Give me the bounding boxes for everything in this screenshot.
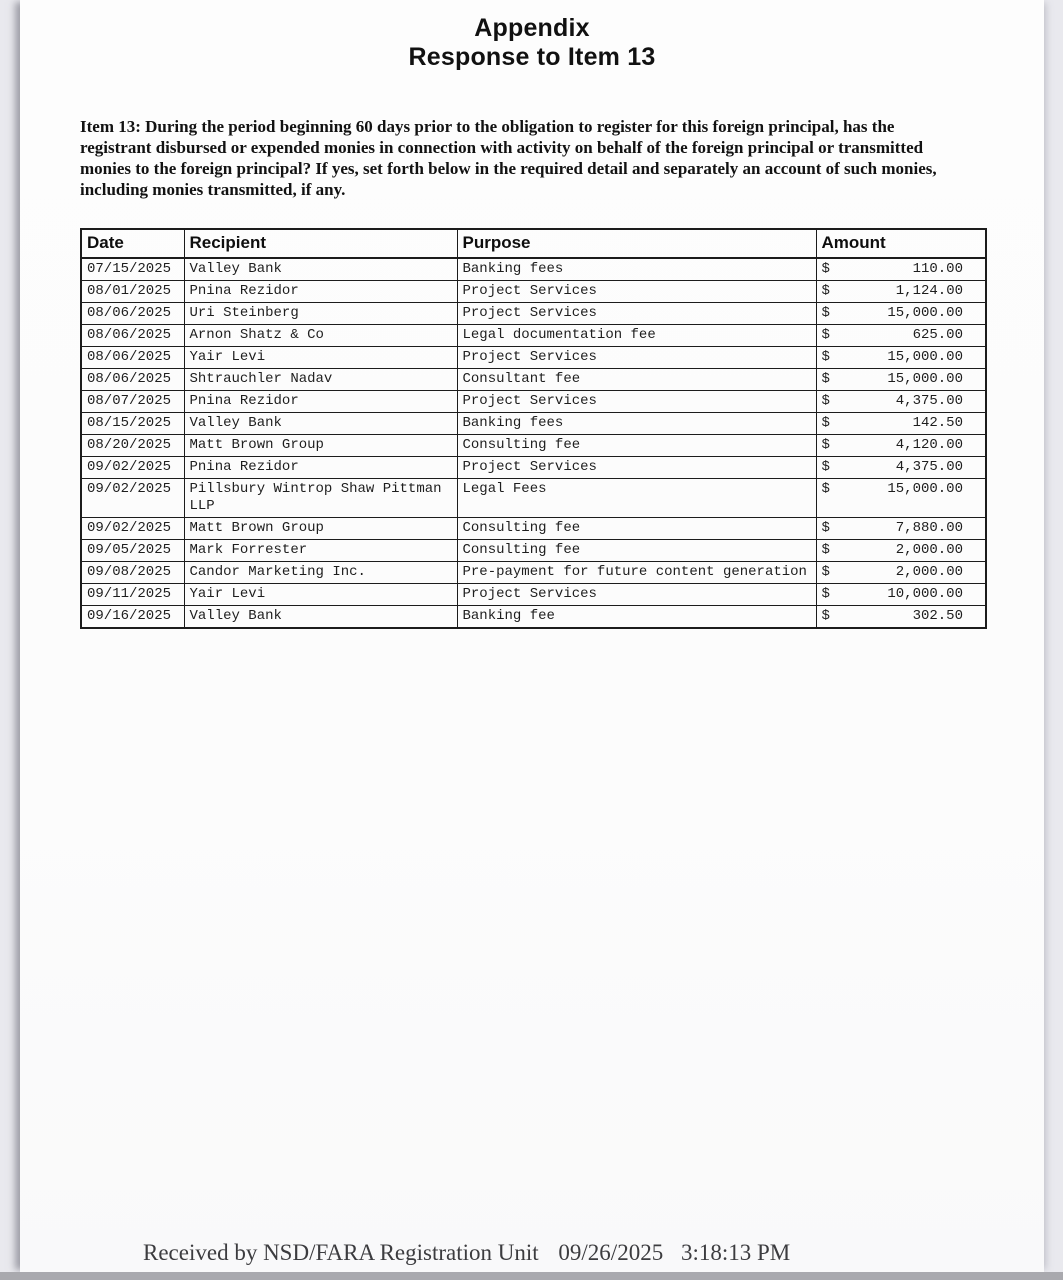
- cell-recipient: Pnina Rezidor: [184, 391, 457, 413]
- currency-symbol: $: [821, 393, 830, 409]
- cell-date: 08/07/2025: [81, 391, 184, 413]
- cell-date: 09/08/2025: [81, 562, 184, 584]
- cell-amount: [816, 303, 986, 325]
- cell-date: 08/01/2025: [81, 281, 184, 303]
- page-title: [20, 14, 1044, 72]
- table-header-row: [81, 229, 986, 258]
- amount-wrap: [822, 437, 981, 454]
- cell-purpose: Pre-payment for future content generation: [457, 562, 816, 584]
- header-recipient: Recipient: [184, 229, 457, 258]
- cell-amount: [816, 540, 986, 562]
- amount-value: 2,000.00: [895, 542, 963, 558]
- cell-purpose: Consulting fee: [457, 435, 816, 457]
- amount-value: 4,375.00: [895, 393, 963, 409]
- table-row: [81, 369, 986, 391]
- table-row: [81, 540, 986, 562]
- amount-value: 2,000.00: [895, 564, 963, 580]
- amount-wrap: [822, 586, 981, 603]
- cell-amount: [816, 584, 986, 606]
- cell-recipient: Yair Levi: [184, 347, 457, 369]
- cell-purpose: Legal documentation fee: [457, 325, 816, 347]
- cell-purpose: Project Services: [457, 303, 816, 325]
- cell-date: 09/02/2025: [81, 457, 184, 479]
- cell-amount: [816, 281, 986, 303]
- amount-value: 1,124.00: [895, 283, 963, 299]
- cell-purpose: Legal Fees: [457, 479, 816, 518]
- cell-recipient: Valley Bank: [184, 258, 457, 281]
- currency-symbol: $: [821, 261, 830, 277]
- amount-value: 142.50: [912, 415, 963, 431]
- cell-recipient: Valley Bank: [184, 413, 457, 435]
- cell-purpose: Project Services: [457, 584, 816, 606]
- cell-purpose: Consultant fee: [457, 369, 816, 391]
- amount-value: 110.00: [912, 261, 963, 277]
- cell-amount: [816, 325, 986, 347]
- amount-wrap: [822, 459, 981, 476]
- cell-purpose: Banking fees: [457, 258, 816, 281]
- amount-value: 10,000.00: [887, 586, 963, 602]
- table-row: [81, 606, 986, 629]
- cell-amount: [816, 347, 986, 369]
- received-time: 3:18:13 PM: [680, 1240, 791, 1265]
- cell-amount: [816, 562, 986, 584]
- amount-value: 7,880.00: [895, 520, 963, 536]
- cell-purpose: Project Services: [457, 281, 816, 303]
- cell-amount: [816, 258, 986, 281]
- cell-purpose: Banking fee: [457, 606, 816, 629]
- cell-purpose: Consulting fee: [457, 540, 816, 562]
- currency-symbol: $: [821, 520, 830, 536]
- header-date: Date: [81, 229, 184, 258]
- cell-date: 09/11/2025: [81, 584, 184, 606]
- currency-symbol: $: [821, 586, 830, 602]
- currency-symbol: $: [821, 542, 830, 558]
- amount-value: 15,000.00: [887, 349, 963, 365]
- header-purpose: Purpose: [457, 229, 816, 258]
- cell-purpose: Project Services: [457, 391, 816, 413]
- amount-wrap: [822, 283, 981, 300]
- cell-date: 08/06/2025: [81, 303, 184, 325]
- cell-date: 08/06/2025: [81, 325, 184, 347]
- amount-wrap: [822, 261, 981, 278]
- document-page: [20, 0, 1044, 1272]
- cell-purpose: Banking fees: [457, 413, 816, 435]
- table-row: [81, 303, 986, 325]
- cell-date: 09/02/2025: [81, 518, 184, 540]
- cell-amount: [816, 518, 986, 540]
- cell-recipient: Arnon Shatz & Co: [184, 325, 457, 347]
- currency-symbol: $: [821, 564, 830, 580]
- page-title-line2: Response to Item 13: [408, 43, 656, 71]
- cell-amount: [816, 435, 986, 457]
- cell-recipient: Yair Levi: [184, 584, 457, 606]
- disbursements-table: [80, 228, 987, 629]
- cell-amount: [816, 606, 986, 629]
- table-row: [81, 479, 986, 518]
- item13-paragraph: Item 13: During the period beginning 60 days prior to the obligation to register for this foreign principal, has the registrant disbursed or expended monies in connection with activity on behalf of the foreign principal or transmitted monies to the foreign principal? If yes, set forth below in the required detail and separately an account of such monies, including monies transmitted, if any.: [80, 117, 937, 199]
- table-row: [81, 325, 986, 347]
- table-row: [81, 435, 986, 457]
- amount-value: 302.50: [912, 608, 963, 624]
- cell-date: 09/02/2025: [81, 479, 184, 518]
- received-date: 09/26/2025: [558, 1240, 664, 1265]
- table-row: [81, 562, 986, 584]
- amount-wrap: [822, 393, 981, 410]
- cell-recipient: Pillsbury Wintrop Shaw Pittman LLP: [184, 479, 457, 518]
- cell-amount: [816, 391, 986, 413]
- amount-wrap: [822, 305, 981, 322]
- amount-wrap: [822, 564, 981, 581]
- header-amount: Amount: [816, 229, 986, 258]
- page-title-line1: Appendix: [474, 14, 590, 42]
- fara-received-stamp: [143, 1240, 790, 1266]
- amount-wrap: [822, 371, 981, 388]
- cell-recipient: Mark Forrester: [184, 540, 457, 562]
- currency-symbol: $: [821, 371, 830, 387]
- table-row: [81, 518, 986, 540]
- cell-purpose: Consulting fee: [457, 518, 816, 540]
- currency-symbol: $: [821, 437, 830, 453]
- currency-symbol: $: [821, 459, 830, 475]
- currency-symbol: $: [821, 415, 830, 431]
- currency-symbol: $: [821, 305, 830, 321]
- table-row: [81, 457, 986, 479]
- cell-date: 09/05/2025: [81, 540, 184, 562]
- cell-amount: [816, 457, 986, 479]
- cell-amount: [816, 369, 986, 391]
- table-row: [81, 584, 986, 606]
- table-row: [81, 413, 986, 435]
- amount-value: 15,000.00: [887, 371, 963, 387]
- cell-recipient: Matt Brown Group: [184, 435, 457, 457]
- cell-recipient: Pnina Rezidor: [184, 281, 457, 303]
- amount-value: 15,000.00: [887, 481, 963, 497]
- table-row: [81, 258, 986, 281]
- amount-value: 625.00: [912, 327, 963, 343]
- currency-symbol: $: [821, 349, 830, 365]
- cell-date: 08/06/2025: [81, 347, 184, 369]
- cell-recipient: Pnina Rezidor: [184, 457, 457, 479]
- amount-wrap: [822, 608, 981, 625]
- cell-amount: [816, 479, 986, 518]
- cell-date: 08/15/2025: [81, 413, 184, 435]
- amount-wrap: [822, 349, 981, 366]
- currency-symbol: $: [821, 327, 830, 343]
- received-label: Received by NSD/FARA Registration Unit: [143, 1240, 539, 1265]
- amount-wrap: [822, 481, 981, 498]
- cell-amount: [816, 413, 986, 435]
- currency-symbol: $: [821, 608, 830, 624]
- cell-date: 08/06/2025: [81, 369, 184, 391]
- cell-date: 09/16/2025: [81, 606, 184, 629]
- cell-purpose: Project Services: [457, 347, 816, 369]
- table-row: [81, 281, 986, 303]
- currency-symbol: $: [821, 283, 830, 299]
- amount-wrap: [822, 520, 981, 537]
- cell-date: 08/20/2025: [81, 435, 184, 457]
- disbursements-table-body: [81, 258, 986, 628]
- amount-value: 15,000.00: [887, 305, 963, 321]
- cell-recipient: Matt Brown Group: [184, 518, 457, 540]
- amount-wrap: [822, 542, 981, 559]
- photo-bottom-edge: [0, 1272, 1063, 1280]
- cell-recipient: Uri Steinberg: [184, 303, 457, 325]
- cell-date: 07/15/2025: [81, 258, 184, 281]
- cell-recipient: Valley Bank: [184, 606, 457, 629]
- cell-recipient: Shtrauchler Nadav: [184, 369, 457, 391]
- table-row: [81, 391, 986, 413]
- amount-value: 4,375.00: [895, 459, 963, 475]
- amount-value: 4,120.00: [895, 437, 963, 453]
- amount-wrap: [822, 327, 981, 344]
- currency-symbol: $: [821, 481, 830, 497]
- cell-recipient: Candor Marketing Inc.: [184, 562, 457, 584]
- cell-purpose: Project Services: [457, 457, 816, 479]
- amount-wrap: [822, 415, 981, 432]
- table-row: [81, 347, 986, 369]
